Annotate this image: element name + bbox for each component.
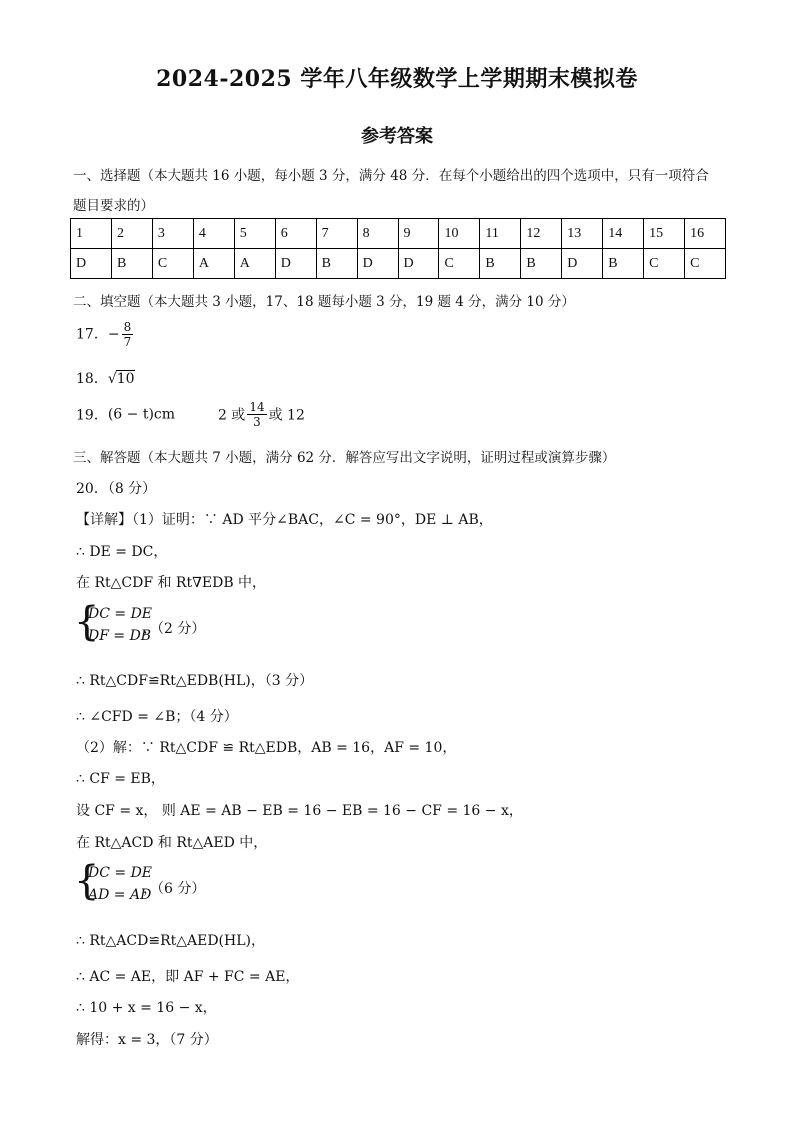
q17-answer — [76, 320, 135, 349]
question-number-cell: 14 — [603, 219, 644, 249]
solution-line-6: （2）解：∵ Rt△CDF ≌ Rt△EDB，AB = 16，AF = 10， — [76, 740, 457, 756]
answer-cell: B — [111, 249, 152, 279]
section2-heading: 二、填空题（本大题共 3 小题，17、18 题每小题 3 分，19 题 4 分，满分 10 分） — [73, 294, 575, 310]
system1-brace: { — [74, 599, 100, 645]
answer-cell: D — [275, 249, 316, 279]
q17-label: 17． — [76, 326, 108, 343]
q19-answer — [76, 400, 305, 429]
system1-score: ，（2 分） — [143, 621, 206, 637]
solution-line-5: ∴ ∠CFD = ∠B；（4 分） — [76, 709, 238, 725]
q19-label: 19． — [76, 407, 108, 424]
section1-heading-line2: 题目要求的） — [73, 198, 154, 214]
question-number-cell: 7 — [316, 219, 357, 249]
question-number-cell: 5 — [234, 219, 275, 249]
solution-line-12: ∴ 10 + x = 16 − x， — [76, 1000, 217, 1016]
question-number-cell: 13 — [562, 219, 603, 249]
question-number-cell: 11 — [480, 219, 521, 249]
answer-key-subtitle: 参考答案 — [361, 126, 433, 147]
q19-denominator: 3 — [253, 415, 261, 429]
solution-line-3: 在 Rt△CDF 和 Rt∇EDB 中， — [76, 575, 267, 591]
q18-radicand: 10 — [116, 371, 135, 387]
question-number-cell: 12 — [521, 219, 562, 249]
system2-brace: { — [74, 858, 100, 904]
question-number-cell: 1 — [71, 219, 112, 249]
answer-cell: D — [398, 249, 439, 279]
answer-cell: D — [357, 249, 398, 279]
solution-line-8: 设 CF = x， 则 AE = AB − EB = 16 − EB = 16 − CF = 16 − x， — [76, 803, 523, 819]
q19-part1: (6 − t)cm — [107, 406, 176, 423]
table-row-answers — [71, 249, 726, 279]
q18-radical-sign: √ — [107, 371, 117, 387]
answer-cell: A — [234, 249, 275, 279]
question-number-cell: 16 — [685, 219, 726, 249]
q18-label: 18． — [76, 371, 108, 387]
system2-eq2: AD = AD — [88, 887, 152, 903]
answer-cell: C — [644, 249, 685, 279]
answer-cell: C — [685, 249, 726, 279]
q17-fraction — [122, 320, 134, 349]
q17-numerator: 8 — [123, 320, 132, 334]
solution-line-4: ∴ Rt△CDF≌Rt△EDB(HL)，（3 分） — [76, 673, 314, 689]
question-number-cell: 9 — [398, 219, 439, 249]
answer-cell: C — [152, 249, 193, 279]
q17-sign: − — [107, 326, 120, 343]
question-number-cell: 10 — [439, 219, 480, 249]
q19-part2-b: 或 12 — [268, 407, 305, 424]
q17-denominator: 7 — [123, 335, 132, 349]
q19-fraction — [247, 400, 266, 429]
answer-cell: B — [480, 249, 521, 279]
section1-heading-line1: 一、选择题（本大题共 16 小题，每小题 3 分，满分 48 分．在每个小题给出的四个选项中，只有一项符合 — [73, 168, 709, 184]
solution-line-9: 在 Rt△ACD 和 Rt△AED 中， — [76, 835, 268, 851]
question-number-cell: 6 — [275, 219, 316, 249]
section3-heading: 三、解答题（本大题共 7 小题，满分 62 分．解答应写出文字说明，证明过程或演算步骤） — [73, 450, 616, 466]
document-title: 2024-2025 学年八年级数学上学期期末模拟卷 — [156, 66, 638, 92]
answer-cell: D — [562, 249, 603, 279]
solution-line-10: ∴ Rt△ACD≌Rt△AED(HL)， — [76, 933, 265, 949]
multiple-choice-answer-table — [70, 218, 726, 279]
question-number-cell: 3 — [152, 219, 193, 249]
question-number-cell: 2 — [111, 219, 152, 249]
solution-line-1: 【详解】（1）证明：∵ AD 平分∠BAC，∠C = 90°，DE ⊥ AB， — [76, 512, 493, 528]
answer-cell: C — [439, 249, 480, 279]
question-number-cell: 8 — [357, 219, 398, 249]
q19-part2-a: 2 或 — [217, 407, 246, 424]
q19-numerator: 14 — [249, 400, 265, 414]
question-number-cell: 15 — [644, 219, 685, 249]
answer-cell: B — [521, 249, 562, 279]
answer-cell: B — [603, 249, 644, 279]
question-number-cell: 4 — [193, 219, 234, 249]
solution-line-13: 解得：x = 3，（7 分） — [76, 1032, 218, 1048]
system1-eq1: DC = DE — [88, 606, 153, 622]
system2-score: ，（6 分） — [143, 881, 206, 897]
q18-answer — [76, 368, 135, 388]
solution-line-2: ∴ DE = DC， — [76, 544, 168, 560]
q20-title: 20．（8 分） — [76, 481, 157, 497]
answer-cell: A — [193, 249, 234, 279]
answer-cell: B — [316, 249, 357, 279]
solution-line-11: ∴ AC = AE，即 AF + FC = AE， — [76, 969, 300, 985]
answer-cell: D — [71, 249, 112, 279]
system2-eq1: DC = DE — [88, 865, 153, 881]
system1-eq2: DF = DB — [88, 628, 152, 644]
solution-line-7: ∴ CF = EB， — [76, 771, 165, 787]
table-row-numbers — [71, 219, 726, 249]
